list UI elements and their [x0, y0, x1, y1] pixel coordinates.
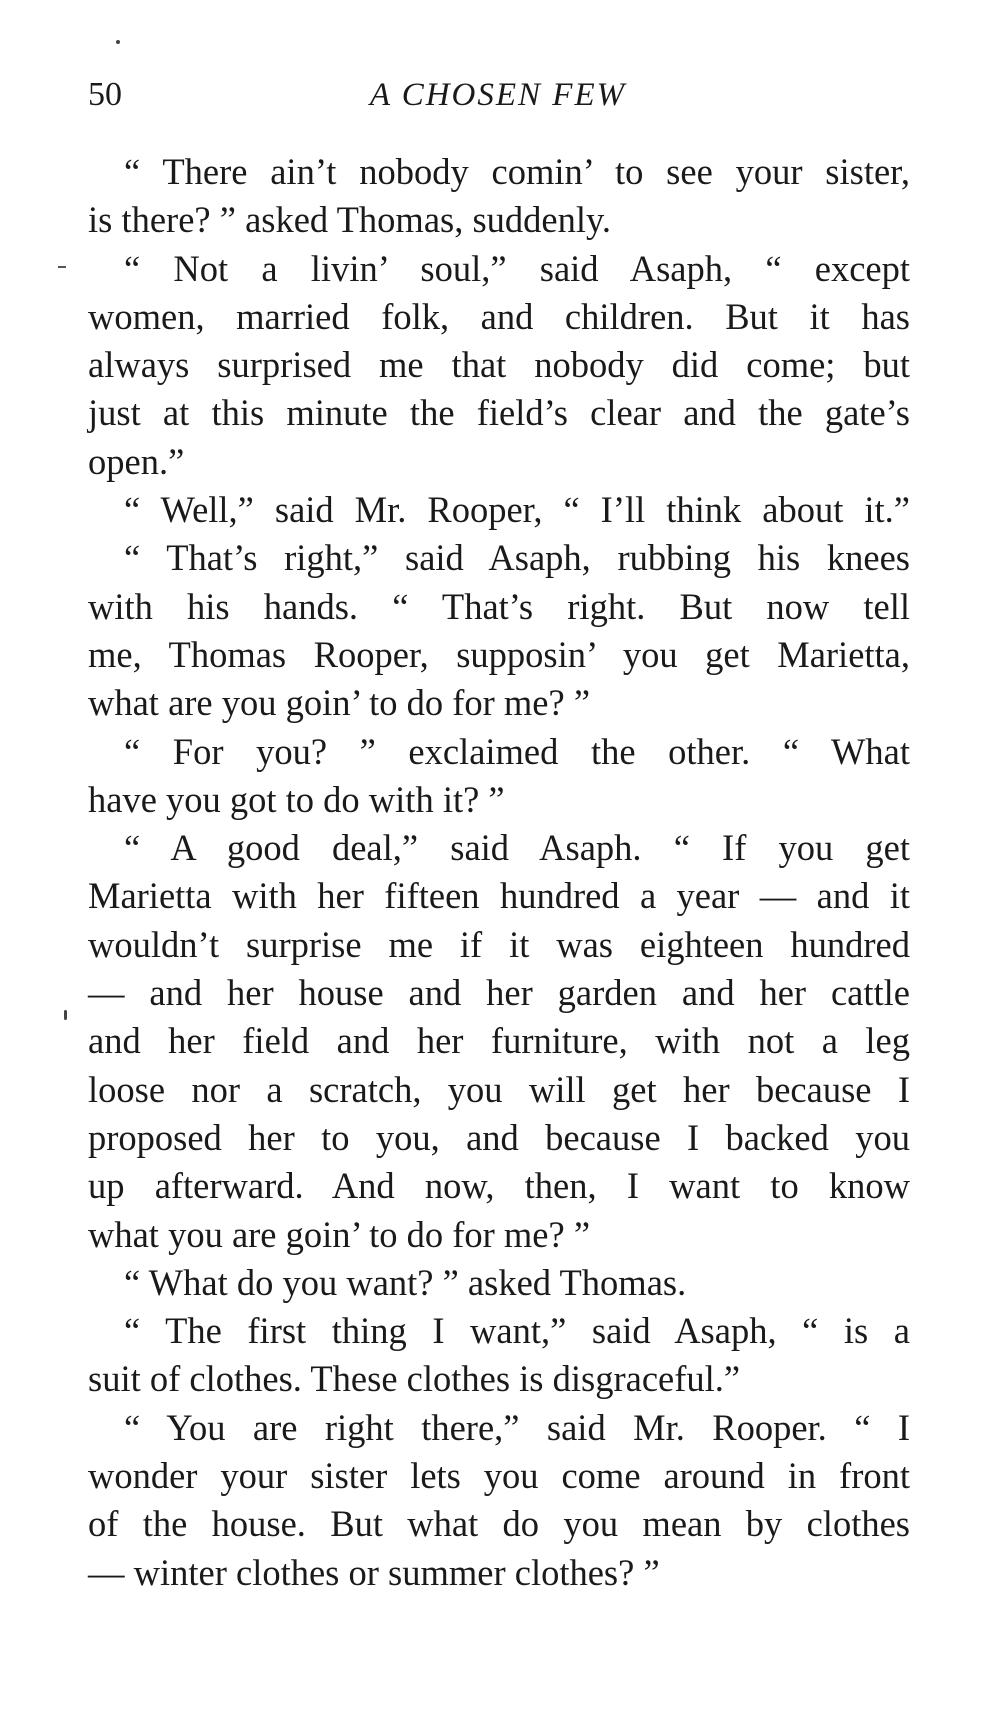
text-line: “ You are right there,” said Mr. Rooper. “ I	[124, 1406, 910, 1448]
text-line: suit of clothes. These clothes is disgraceful.”	[88, 1358, 741, 1400]
text-line: wouldn’t surprise me if it was eighteen hundred	[88, 923, 910, 965]
text-line: and her field and her furniture, with not a leg	[88, 1020, 910, 1062]
margin-mark	[64, 1010, 67, 1020]
speck-mark	[116, 40, 120, 44]
text-line: “ A good deal,” said Asaph. “ If you get	[124, 827, 910, 869]
text-line: women, married folk, and children. But it has	[88, 295, 910, 337]
text-line: “ For you? ” exclaimed the other. “ What	[124, 730, 910, 772]
margin-mark	[58, 266, 66, 268]
text-line: — and her house and her garden and her cattle	[88, 972, 910, 1014]
text-line: open.”	[88, 440, 185, 482]
text-line: “ Well,” said Mr. Rooper, “ I’ll think about it.”	[124, 489, 910, 531]
text-line: “ What do you want? ” asked Thomas.	[124, 1261, 687, 1303]
text-line: what are you goin’ to do for me? ”	[88, 682, 591, 724]
text-line: “ There ain’t nobody comin’ to see your sister,	[124, 151, 910, 192]
running-title: A CHOSEN FEW	[369, 77, 627, 113]
text-line: Marietta with her fifteen hundred a year — and it	[88, 875, 910, 917]
text-line: proposed her to you, and because I backed you	[88, 1116, 910, 1158]
text-line: is there? ” asked Thomas, suddenly.	[88, 199, 612, 241]
text-line: “ The first thing I want,” said Asaph, “ is a	[124, 1310, 910, 1352]
text-line: — winter clothes or summer clothes? ”	[88, 1551, 660, 1593]
text-line: me, Thomas Rooper, supposin’ you get Marietta,	[88, 633, 910, 675]
text-line: just at this minute the field’s clear and the gate’s	[88, 392, 910, 434]
text-line: “ That’s right,” said Asaph, rubbing his knees	[124, 537, 910, 579]
page-header	[88, 70, 908, 120]
text-line: up afterward. And now, then, I want to know	[88, 1165, 910, 1207]
text-line: always surprised me that nobody did come; but	[88, 344, 910, 386]
body-text	[88, 148, 910, 1597]
text-line: of the house. But what do you mean by clothes	[88, 1503, 910, 1545]
text-line: wonder your sister lets you come around in front	[88, 1455, 910, 1497]
page-number: 50	[88, 76, 122, 113]
text-line: “ Not a livin’ soul,” said Asaph, “ except	[124, 247, 910, 289]
text-line: have you got to do with it? ”	[88, 778, 505, 820]
text-line: with his hands. “ That’s right. But now tell	[88, 585, 910, 627]
text-line: loose nor a scratch, you will get her because I	[88, 1068, 910, 1110]
text-line: what you are goin’ to do for me? ”	[88, 1213, 591, 1255]
